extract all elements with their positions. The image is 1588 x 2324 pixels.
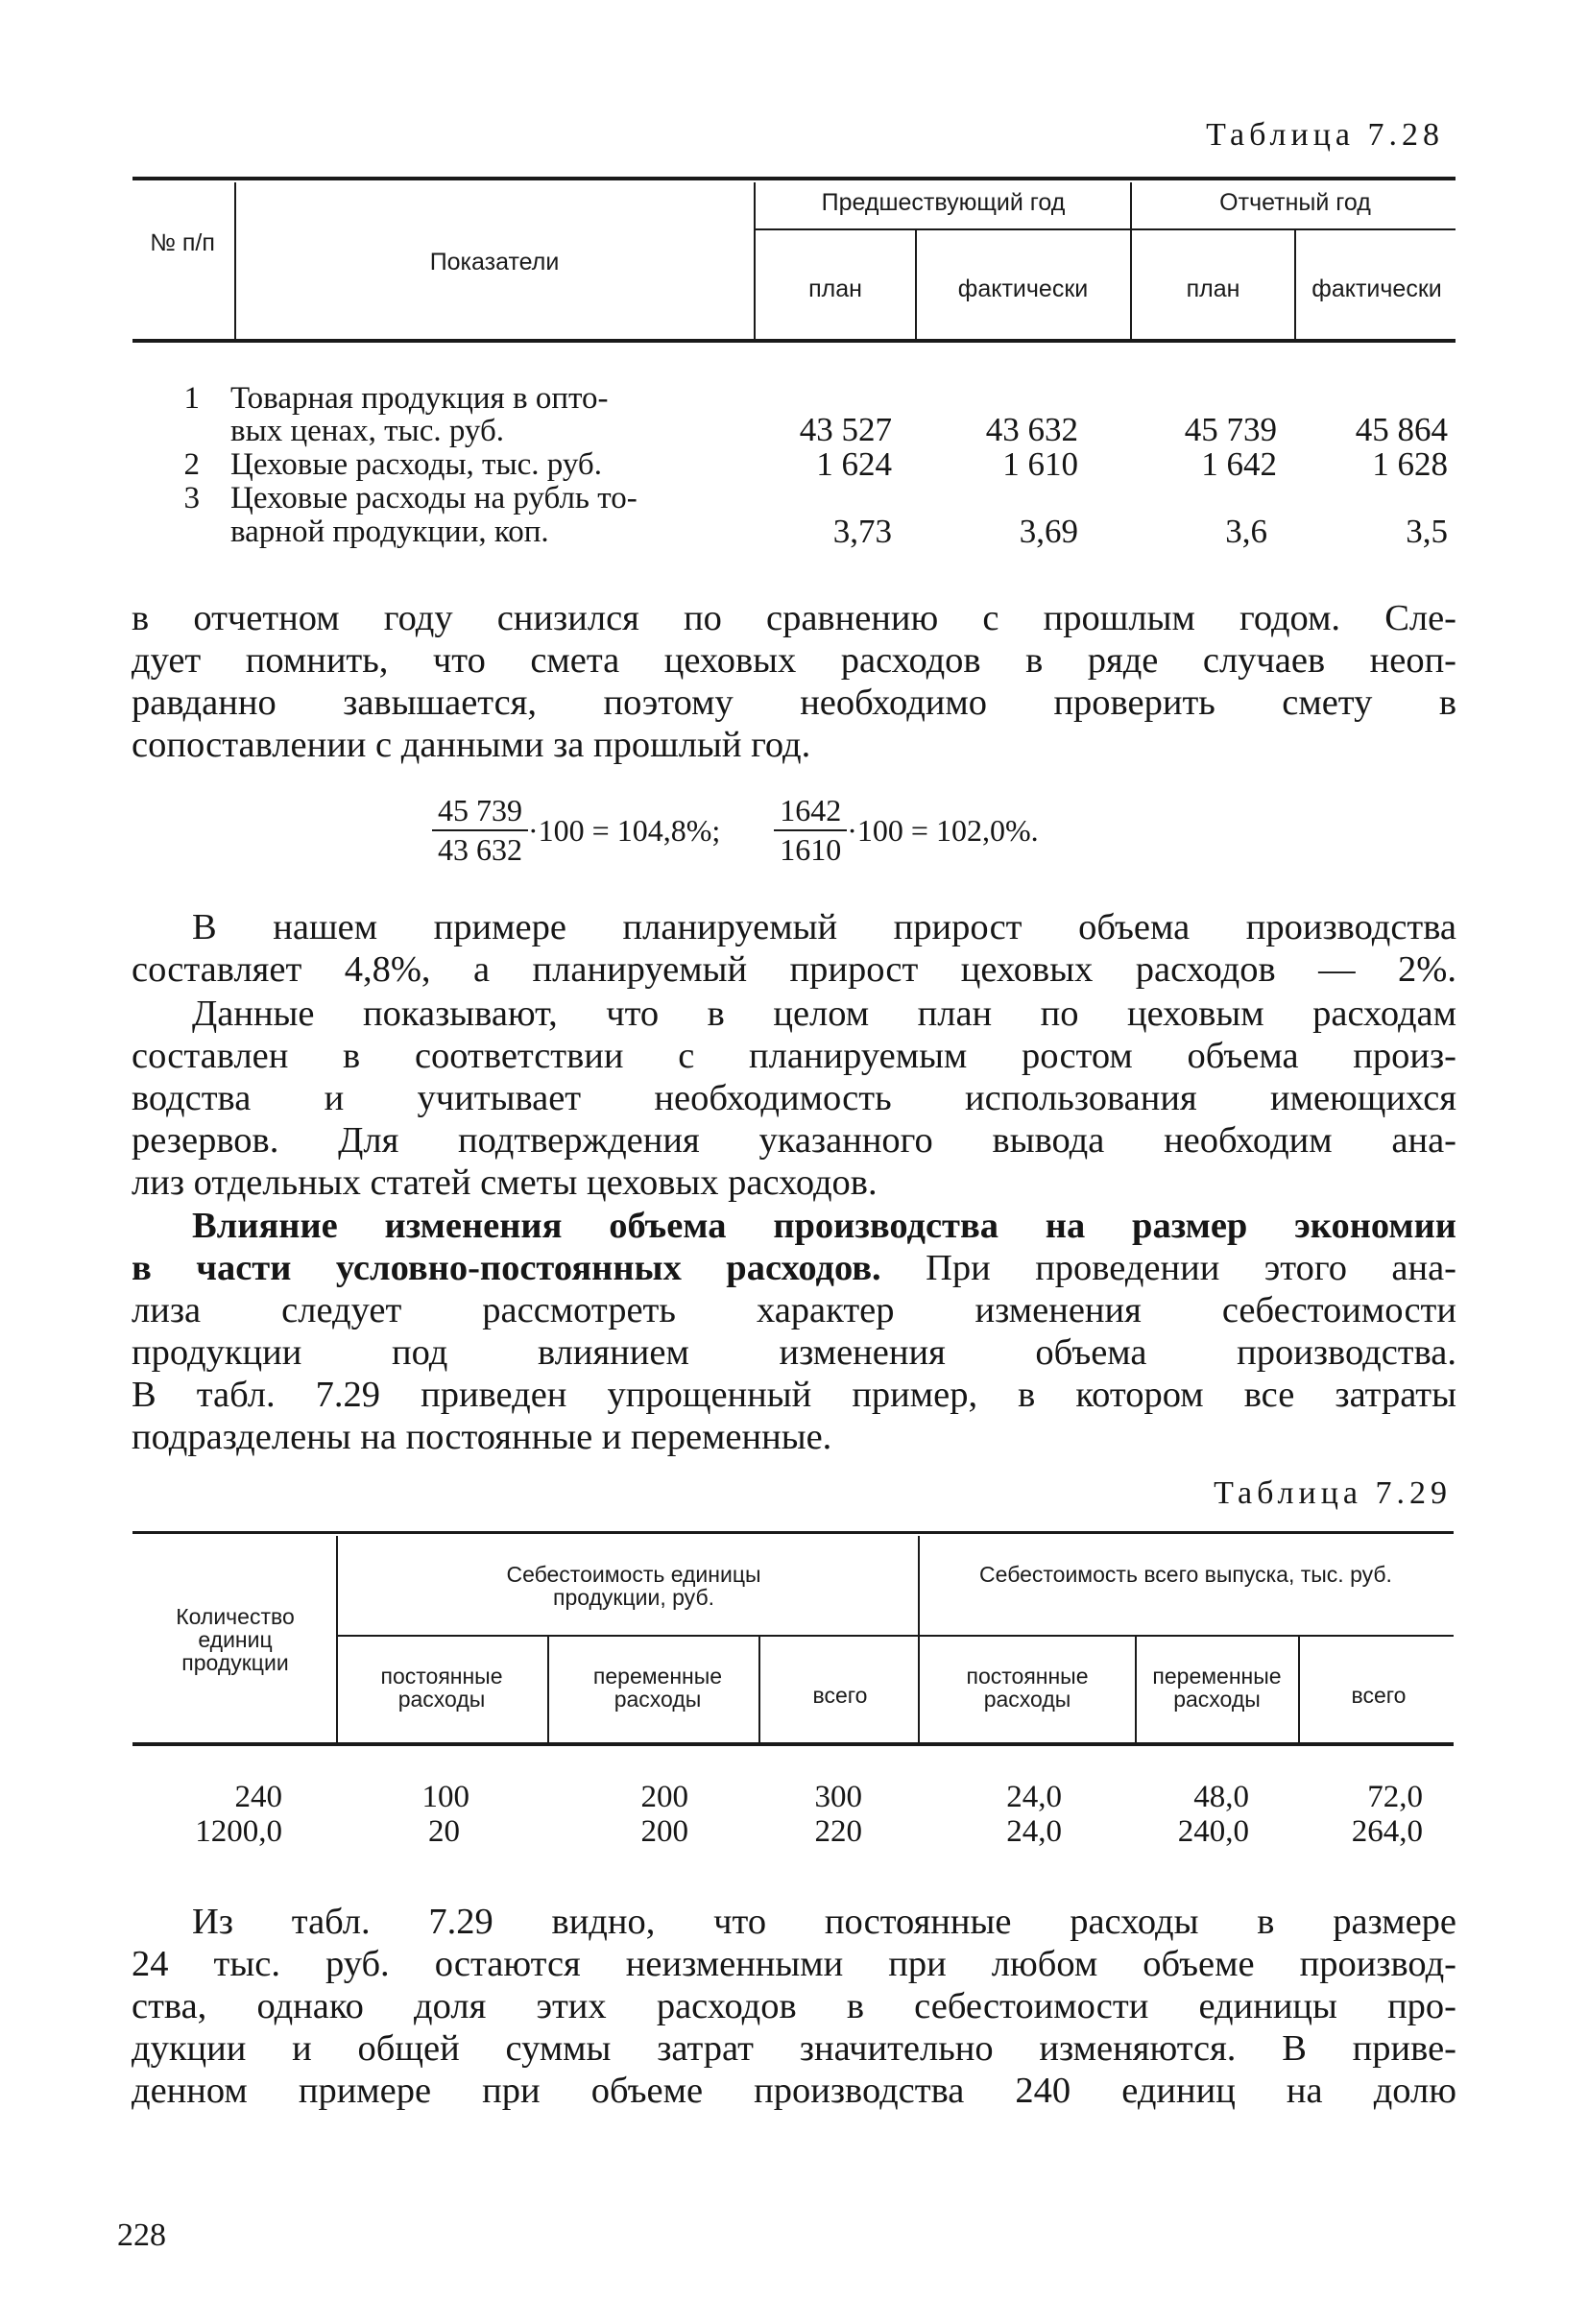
header-qty: Количество единиц продукции [176,1604,295,1676]
table-cell: 45 739 [1184,411,1277,448]
text-line: составлен в соответствии с планируемым ростом объема произ- [132,1036,1456,1076]
table-cell: 24,0 [1006,1814,1062,1849]
row-label-line: Цеховые расходы, тыс. руб. [230,447,602,482]
numerator: 45 739 [438,793,522,827]
table-cell: 1 642 [1201,445,1277,483]
table-cell: 100 [421,1780,469,1814]
header-indicators: Показатели [429,249,560,276]
table-cell: 1200,0 [195,1814,282,1849]
text-line: лиза следует рассмотреть характер изменения себестоимости [132,1290,1456,1330]
text-line: В нашем примере планируемый прирост объема производства [192,907,1456,947]
header-bottom-rule [132,1742,1454,1746]
column-divider [1298,1637,1300,1742]
table-7-29-caption: Таблица 7.29 [1214,1475,1452,1511]
text-line: 24 тыс. руб. остаются неизменными при любом объеме производ- [132,1944,1456,1984]
column-divider [336,1536,338,1742]
table-cell: 3,73 [832,513,892,550]
row-number: 2 [183,447,200,482]
fraction [774,793,847,868]
table-cell: 200 [640,1814,688,1849]
denominator: 1610 [774,829,847,868]
bold-heading: в части условно-постоянных расходов. [132,1248,881,1288]
denominator: 43 632 [432,829,528,868]
header-divider [754,228,1456,230]
column-divider [1135,1637,1137,1742]
table-cell: 3,6 [1225,513,1267,550]
header-actual: фактически [1311,276,1442,302]
header-fixed: постоянные расходы [966,1664,1089,1713]
table-top-rule [132,1531,1454,1534]
header-bottom-rule [132,339,1456,343]
text-line: ства, однако доля этих расходов в себестоимости единицы про- [132,1986,1456,2026]
text-line [132,1247,1456,1289]
row-label-line: вых ценах, тыс. руб. [230,414,505,448]
fraction [432,793,528,868]
column-divider [758,1637,760,1742]
header-divider [338,1635,1454,1637]
bold-heading: Влияние изменения объема производства на размер экономии [192,1206,1456,1246]
formula [432,793,1039,868]
text-line: подразделены на постоянные и переменные. [132,1417,832,1457]
row-number: 1 [183,381,200,416]
text-line: Из табл. 7.29 видно, что постоянные расходы в размере [192,1902,1456,1942]
table-cell: 24,0 [1006,1780,1062,1814]
text-line: продукции под влиянием изменения объема производства. [132,1332,1456,1373]
formula-result: ·100 = 104,8%; [528,812,721,848]
header-fixed: постоянные расходы [380,1664,503,1713]
table-cell: 264,0 [1351,1814,1423,1849]
table-cell: 72,0 [1367,1780,1423,1814]
text-line: сопоставлении с данными за прошлый год. [132,725,811,765]
text-line: резервов. Для подтверждения указанного вывода необходим ана- [132,1120,1456,1161]
text-line: равданно завышается, поэтому необходимо проверить смету в [132,683,1456,723]
table-cell: 3,5 [1406,513,1448,550]
header-prev-year: Предшествующий год [821,189,1066,216]
header-unit-cost: Себестоимость единицы продукции, руб. [506,1562,761,1611]
text-line: в отчетном году снизился по сравнению с прошлым годом. Сле- [132,598,1456,638]
header-plan: план [808,276,862,302]
row-label-line: Цеховые расходы на рубль то- [230,481,638,515]
text-line: водства и учитывает необходимость использования имеющихся [132,1078,1456,1118]
text-line: дукции и общей суммы затрат значительно изменяются. В приве- [132,2028,1456,2069]
text-line: денном примере при объеме производства 240 единиц на долю [132,2071,1456,2111]
column-divider [547,1637,549,1742]
column-divider [915,230,917,339]
table-cell: 220 [814,1814,862,1849]
table-cell: 43 632 [985,411,1078,448]
header-num: № п/п [150,229,215,256]
column-divider [1294,230,1296,339]
row-number: 3 [183,481,200,515]
column-divider [1130,182,1132,339]
table-cell: 48,0 [1193,1780,1249,1814]
column-divider [234,182,236,339]
header-total: всего [812,1683,868,1708]
text-line: составляет 4,8%, а планируемый прирост цеховых расходов — 2%. [132,949,1456,990]
text-run: При проведении этого ана- [880,1248,1456,1288]
table-cell: 240,0 [1177,1814,1249,1849]
table-cell: 200 [640,1780,688,1814]
table-cell: 43 527 [799,411,892,448]
text-line [192,1205,1456,1247]
table-cell: 45 864 [1355,411,1448,448]
row-label-line: варной продукции, коп. [230,515,549,549]
header-report-year: Отчетный год [1219,189,1371,216]
page-number: 228 [117,2217,166,2253]
text-line: дует помнить, что смета цеховых расходов в ряде случаев неоп- [132,640,1456,681]
formula-result: ·100 = 102,0%. [847,812,1039,848]
table-cell: 300 [814,1780,862,1814]
header-total: всего [1351,1683,1407,1708]
table-cell: 1 624 [816,445,892,483]
text-line: Данные показывают, что в целом план по цеховым расходам [192,994,1456,1034]
table-cell: 1 628 [1372,445,1448,483]
column-divider [754,182,756,339]
text-line: В табл. 7.29 приведен упрощенный пример, в котором все затраты [132,1375,1456,1415]
header-total-cost: Себестоимость всего выпуска, тыс. руб. [979,1562,1392,1587]
header-variable: переменные расходы [1152,1664,1282,1713]
table-7-28-caption: Таблица 7.28 [1206,117,1444,153]
table-cell: 3,69 [1019,513,1078,550]
text-line: лиз отдельных статей сметы цеховых расходов. [132,1162,878,1203]
numerator: 1642 [780,793,842,827]
header-actual: фактически [957,276,1089,302]
column-divider [918,1536,920,1742]
table-cell: 240 [234,1780,282,1814]
row-label-line: Товарная продукция в опто- [230,381,609,416]
table-cell: 1 610 [1002,445,1078,483]
table-cell: 20 [428,1814,460,1849]
header-variable: переменные расходы [592,1664,723,1713]
table-top-rule [132,177,1456,180]
header-plan: план [1186,276,1240,302]
